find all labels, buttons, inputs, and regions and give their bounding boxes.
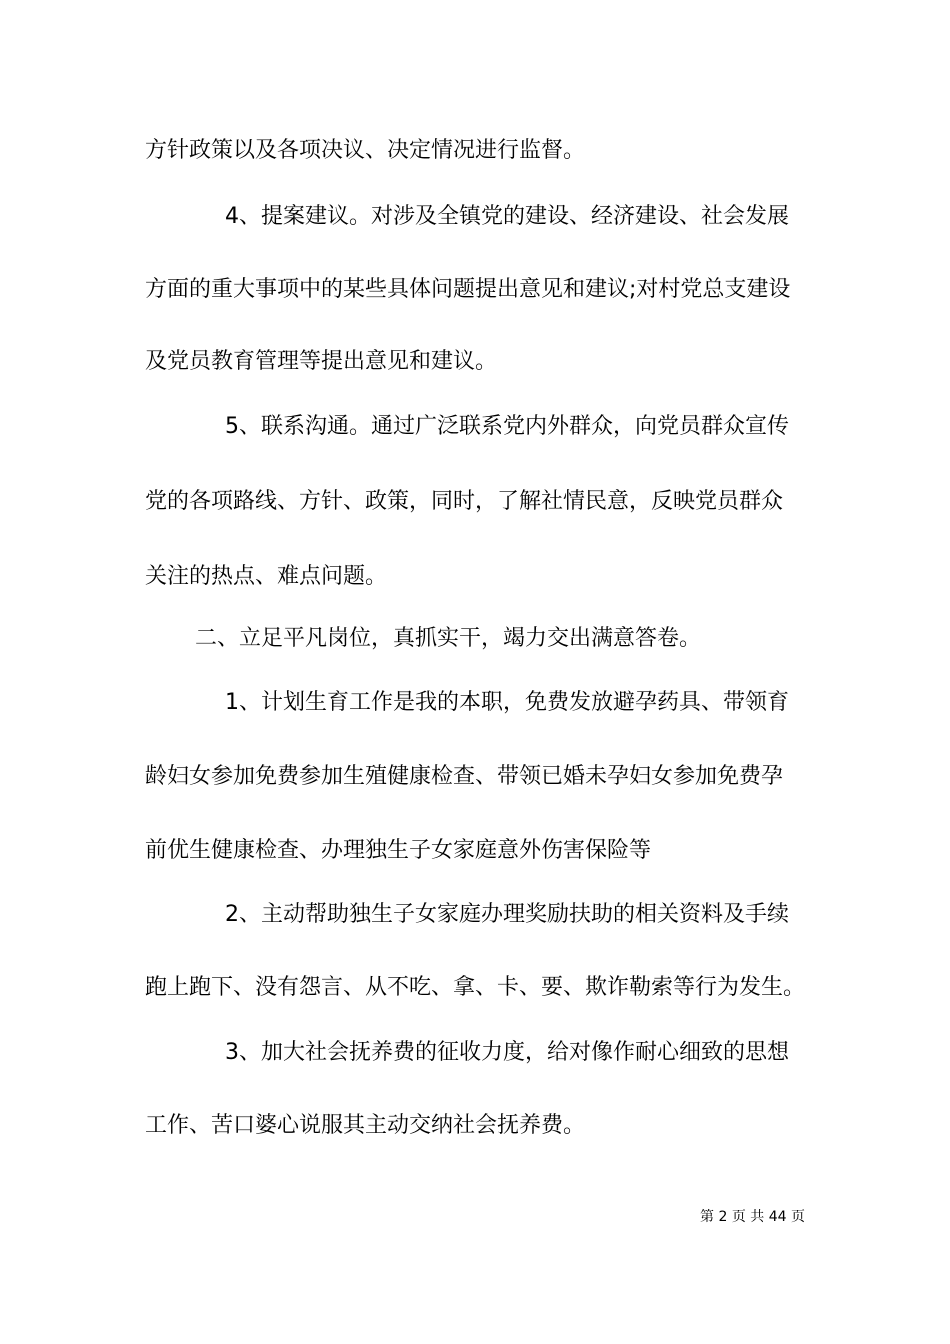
paragraph-line: 方针政策以及各项决议、决定情况进行监督。	[145, 138, 586, 163]
section-heading: 二、立足平凡岗位，真抓实干，竭力交出满意答卷。	[195, 626, 702, 651]
paragraph-line: 跑上跑下、没有怨言、从不吃、拿、卡、要、欺诈勒索等行为发生。	[145, 975, 806, 1000]
paragraph-line: 1、计划生育工作是我的本职，免费发放避孕药具、带领育	[225, 690, 789, 715]
page-number: 第 2 页 共 44 页	[700, 1209, 805, 1225]
paragraph-line: 前优生健康检查、办理独生子女家庭意外伤害保险等	[145, 838, 652, 863]
paragraph-line: 及党员教育管理等提出意见和建议。	[145, 349, 498, 374]
paragraph-line: 工作、苦口婆心说服其主动交纳社会抚养费。	[145, 1113, 586, 1138]
paragraph-line: 龄妇女参加免费参加生殖健康检查、带领已婚未孕妇女参加免费孕	[145, 764, 784, 789]
paragraph-line: 党的各项路线、方针、政策，同时，了解社情民意，反映党员群众	[145, 489, 784, 514]
paragraph-line: 2、主动帮助独生子女家庭办理奖励扶助的相关资料及手续	[225, 902, 789, 927]
paragraph-line: 关注的热点、难点问题。	[145, 564, 388, 589]
paragraph-line: 5、联系沟通。通过广泛联系党内外群众，向党员群众宣传	[225, 414, 789, 439]
paragraph-line: 方面的重大事项中的某些具体问题提出意见和建议;对村党总支建设	[145, 277, 791, 302]
paragraph-line: 4、提案建议。对涉及全镇党的建设、经济建设、社会发展	[225, 204, 789, 229]
paragraph-line: 3、加大社会抚养费的征收力度，给对像作耐心细致的思想	[225, 1040, 789, 1065]
